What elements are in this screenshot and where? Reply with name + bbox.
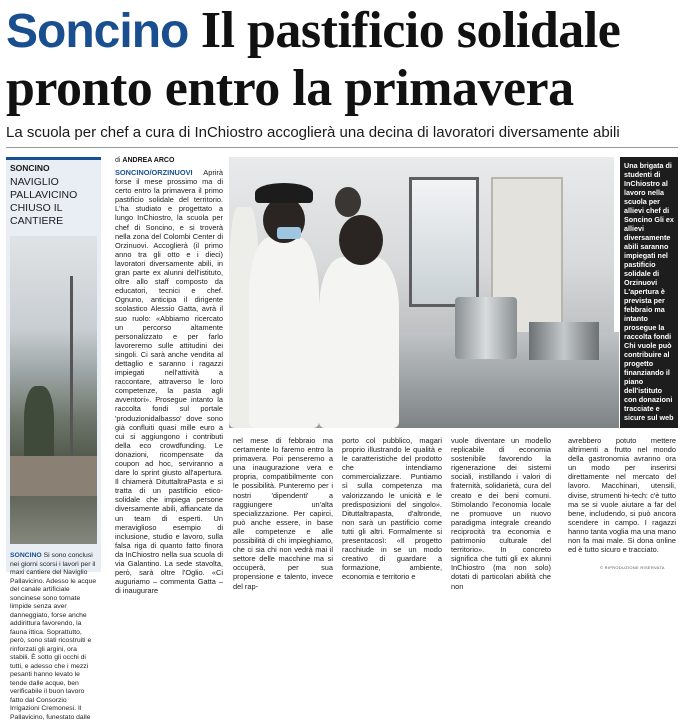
photo-head: [335, 187, 361, 217]
article-column-1: [115, 168, 223, 596]
side-box-title: NAVIGLIO PALLAVICINO CHIUSO IL CANTIERE: [10, 176, 78, 227]
headline-line1: Il pastificio solidale: [200, 2, 621, 59]
byline-name: ANDREA ARCO: [122, 157, 175, 164]
dateline: SONCINO/ORZINUOVI: [115, 168, 193, 177]
article-column-3: porto col pubblico, magari proprio illustrando le qualità e le caratteristiche del prodotto che intendiamo commercializzare. Puntiamo sì sulla competenza ma valorizzando le unicità e le predisposizioni del singolo». Dituttaltrapasta, d'altronde, non sarà un pastificio come tutti gli altri. Formalmente si presentacosì: «Il progetto racchiude in se un modo creativo di guardare a formazione, ambiente, economia e territorio e: [342, 436, 442, 582]
divider: [6, 147, 678, 148]
side-caption-text: Si sono conclusi nei giorni scorsi i lavori per il maxi cantiere del Naviglio Pallavicino. Adesso le acque del canale artificiale soncinese sono tornate limpide senza aver danneggiato, forse anche addirittura favorendo, la fauna ittica. Soprattutto, però, sono stati ricostruiti e rinforzati gli argini, ora stabili. È sotto gli occhi di tutti, e adesso che i mezzi pesanti hanno levato le tende dalle acque, ben verificabile il buon lavoro fatto dal Consorzio Irrigazioni Cremonesi. Il Pallavicino, funestato dalle: [10, 552, 97, 721]
subheadline: La scuola per chef a cura di InChiostro accoglierà una decina di lavoratori diversamente abili: [6, 124, 620, 141]
article-column-2: nel mese di febbraio ma certamente lo faremo entro la primavera. Poi penseremo a una inaugurazione vera e propria, compatibilmente con le possibilità. Punteremo per i nostri 'dipendenti' a raggiungere un'alta specializzazione. Per capirci, può anche essere, in base alle competenze e alle possibilità di chi impieghiamo, che ci sia chi non vedrà mai il settore delle macchine ma si occuperà, per sua propensione e talento, invece del rap-: [233, 436, 333, 591]
canal-photo: [10, 236, 97, 544]
photo-pot: [529, 322, 599, 360]
photo-caption: Una brigata di studenti di InChiostro al lavoro nella scuola per allievi chef di Soncino Gli ex allievi diversamente abili saranno impiegati nel pastificio solidale di Orzinuovi L'apertura è prevista per febbraio ma intanto prosegue la raccolta fondi Chi vuole può contribuire al progetto finanziando il piano dell'istituto con donazioni tracciate e sicure sul web: [620, 157, 678, 428]
headline-place: Soncino: [6, 5, 189, 58]
photo-head: [339, 215, 383, 265]
photo-tree: [24, 386, 54, 466]
copyright-credit: © RIPRODUZIONE RISERVATA: [600, 565, 665, 570]
photo-pot: [455, 297, 517, 359]
article-col1-text: Aprirà forse il mese prossimo ma di certo entro la primavera il primo pastificio solidale del territorio. L'ha studiato e progettato a lungo InChiostro, la scuola per chef di Soncino, e si troverà nella zona del Colombi Center di Orzinuovi. Accoglierà (il primo anno tra gli otto e i dieci) lavoratori diversamente abili, in gran parte ex alunni dell'istituto, oltre allo staff composto da educatori, tecnici e chef. Ognuno, anticipa il dirigente scolastico Alessio Gatta, avrà il suo ruolo: «Abbiamo ricercato un percorso altamente personalizzato e per farlo lavoreremo sulle attitudini dei singoli. Ci sarà anche vendita al dettaglio e saranno i ragazzi impiegati nell'attività a raccontare, attraverso le loro competenze, la pasta agli avventori». Prosegue intanto la raccolta fondi sul portale 'produzionidalbasso' dove sono già confluiti quasi mille euro a cui si aggiungono i contributi della eco crowdfunding. Le donazioni, ricompensate da coupon ad hoc, serviranno a dare lo sprint giusto all'apertura. Il chiamerà DituttaltraPasta e si tratta di un pastificio etico-solidale che impiega persone diversamente abili, affiancate da un team di esperti. Un meraviglioso esempio di inclusione, studio e lavoro, sulla falsa riga di quanto fatto finora da InChiostro nella sua scuola di via Galantino. La sede stavolta, però, sarà oltre l'Oglio. «Ci auguriamo – commenta Gatta – di inaugurare: [115, 168, 223, 596]
photo-wall: [10, 456, 97, 496]
byline-prefix: di: [115, 157, 121, 164]
side-caption-lead: SONCINO: [10, 552, 42, 559]
photo-pole: [70, 276, 73, 476]
photo-window: [409, 177, 479, 307]
kitchen-photo: [229, 157, 614, 428]
byline: [115, 157, 174, 164]
side-box-label: SONCINO: [10, 163, 50, 173]
photo-chef-hat: [255, 183, 313, 203]
photo-chef: [249, 237, 319, 428]
headline: [6, 2, 678, 117]
article-column-4: vuole diventare un modello replicabile di economia sostenibile favorendo la rigenerazione dei sistemi sociali, instillando i valori di fraternità, solidarietà, cura del creato e dei beni comuni. Stimolando l'economia locale ne promuove un nuovo paradigma integrale creando reciprocità tra economia e patrimonio culturale del territorio». In concreto significa che tutti gli ex alunni InChiostro (ma non solo) dotati di particolari abilità che non: [451, 436, 551, 591]
photo-chef: [319, 257, 399, 428]
side-box-caption: [10, 552, 97, 722]
photo-mask: [277, 227, 301, 239]
side-box: [6, 157, 101, 721]
headline-line2: pronto entro la primavera: [6, 60, 574, 117]
article-column-5: avrebbero potuto mettere altrimenti a frutto nel mondo della gastronomia avranno ora un modo per inserirsi direttamente nel mercato del lavoro. Macchinari, utensili, divise, strumenti hi-tech: c'è tutto ma se si vuole aiutare a far del bene, includendo, si può ancora scendere in campo. I ragazzi hanno tanta voglia ma una mano non fa mai male. Si dona online ed è tutto sicuro e tracciato.: [568, 436, 676, 555]
